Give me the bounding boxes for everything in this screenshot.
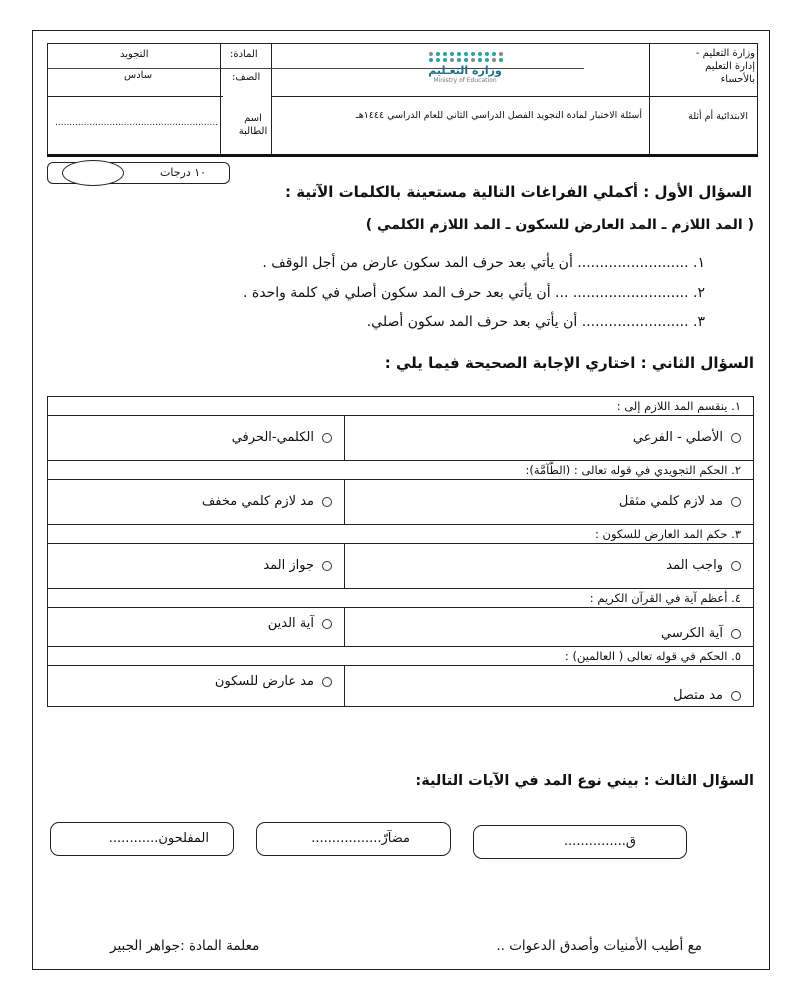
ministry-logo xyxy=(405,52,525,92)
radio-circle-icon[interactable] xyxy=(731,561,741,571)
logo-text-ar: وزارة التعـليم xyxy=(428,64,502,77)
radio-circle-icon[interactable] xyxy=(322,677,332,687)
option-a[interactable]: الأصلي - الفرعي xyxy=(344,416,753,460)
option-a[interactable]: مد متصل xyxy=(344,666,753,706)
q2-question-5: ٥. الحكم في قوله تعالى ( العالمين) : xyxy=(48,647,753,666)
radio-circle-icon[interactable] xyxy=(322,619,332,629)
q2-question-1: ١. ينقسم المد اللازم إلى : xyxy=(48,397,753,416)
logo-dots-icon xyxy=(405,52,525,62)
radio-circle-icon[interactable] xyxy=(322,561,332,571)
footer-wishes: مع أطيب الأمنيات وأصدق الدعوات .. xyxy=(496,938,702,954)
q1-item-1[interactable]: ١. ......................... أن يأتي بعد حرف المد سكون عارض من أجل الوقف . xyxy=(262,255,705,271)
option-a[interactable]: مد لازم كلمي مثقل xyxy=(344,480,753,524)
q1-title: السؤال الأول : أكملي الفراغات التالية مستعينة بالكلمات الآتية : xyxy=(285,183,752,201)
student-name-field[interactable]: ......................................................... xyxy=(55,118,219,128)
q2-table xyxy=(47,396,754,707)
option-b[interactable]: مد عارض للسكون xyxy=(48,666,344,706)
radio-circle-icon[interactable] xyxy=(322,497,332,507)
option-a[interactable]: واجب المد xyxy=(344,544,753,588)
exam-title: أسئلة الاختبار لمادة التجويد الفصل الدراسي الثاني للعام الدراسي ١٤٤٤هـ xyxy=(355,110,642,121)
q1-word-bank: ( المد اللازم ـ المد العارض للسكون ـ المد اللازم الكلمي ) xyxy=(365,217,754,233)
option-b[interactable]: جواز المد xyxy=(48,544,344,588)
option-b[interactable]: مد لازم كلمي مخفف xyxy=(48,480,344,524)
q2-options-3 xyxy=(48,544,753,589)
q2-question-2: ٢. الحكم التجويدي في قوله تعالى : (الطَّآمَّة): xyxy=(48,461,753,480)
logo-text-en: Ministry of Education xyxy=(433,77,497,84)
option-b[interactable]: الكلمي-الحرفي xyxy=(48,416,344,460)
school-name: الابتدائية أم أثلة xyxy=(688,111,748,122)
radio-circle-icon[interactable] xyxy=(322,433,332,443)
q2-options-1 xyxy=(48,416,753,461)
subject-value: التجويد xyxy=(120,49,149,60)
marks-oval[interactable] xyxy=(62,160,124,186)
exam-header xyxy=(47,43,758,155)
student-name-label: اسم الطالبة xyxy=(238,113,268,137)
q3-answer-box-3[interactable]: المفلحون............ xyxy=(50,822,234,856)
q2-question-3: ٣. حكم المد العارض للسكون : xyxy=(48,525,753,544)
q2-options-4 xyxy=(48,608,753,647)
q2-title: السؤال الثاني : اختاري الإجابة الصحيحة فيما يلي : xyxy=(384,354,754,372)
grade-label: الصف: xyxy=(232,72,261,83)
q2-question-4: ٤. أعظم آية في القرآن الكريم : xyxy=(48,589,753,608)
q3-answer-box-2[interactable]: مضآرّ................. xyxy=(256,822,451,856)
radio-circle-icon[interactable] xyxy=(731,433,741,443)
q1-item-3[interactable]: ٣. ........................ أن يأتي بعد حرف المد سكون أصلي. xyxy=(366,314,705,330)
radio-circle-icon[interactable] xyxy=(731,691,741,701)
q3-title: السؤال الثالث : بيني نوع المد في الآيات التالية: xyxy=(415,773,754,789)
grade-value: سادس xyxy=(124,70,153,81)
radio-circle-icon[interactable] xyxy=(731,629,741,639)
option-b[interactable]: آية الدين xyxy=(48,608,344,646)
q2-options-5 xyxy=(48,666,753,706)
ministry-name: وزارة التعليم - إدارة التعليم بالأحساء xyxy=(695,48,755,85)
subject-label: المادة: xyxy=(230,49,258,60)
q3-answer-box-1[interactable]: ق............... xyxy=(473,825,687,859)
option-a[interactable]: آية الكرسي xyxy=(344,608,753,646)
q1-item-2[interactable]: ٢. .......................... ... أن يأتي بعد حرف المد سكون أصلي في كلمة واحدة . xyxy=(242,285,705,301)
marks-label: ١٠ درجات xyxy=(160,166,207,179)
q2-options-2 xyxy=(48,480,753,525)
teacher-name: معلمة المادة :جواهر الجبير xyxy=(110,938,260,954)
radio-circle-icon[interactable] xyxy=(731,497,741,507)
